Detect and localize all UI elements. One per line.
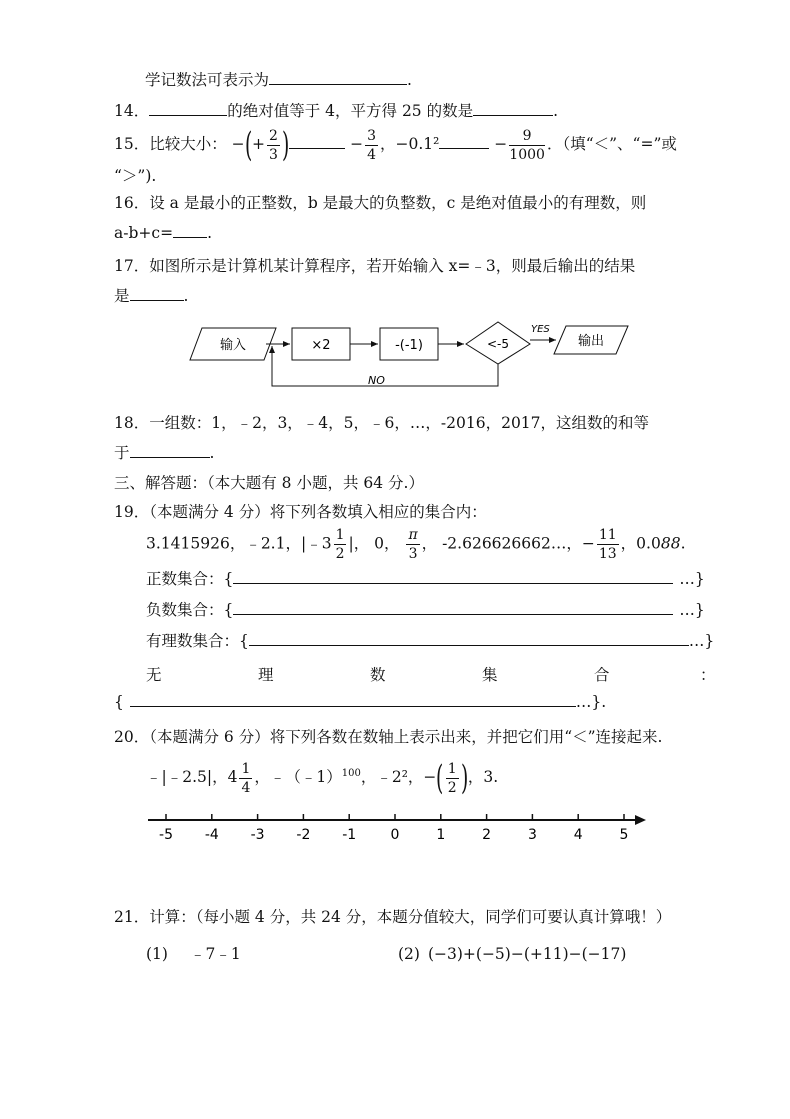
question-14 xyxy=(114,101,558,121)
number-line-ticks xyxy=(159,814,628,843)
q19-set-irrational xyxy=(114,692,606,712)
q15-frac1-num: 2 xyxy=(268,127,278,144)
tick-label: 1 xyxy=(436,827,446,843)
q17-prefix: 是 xyxy=(114,287,130,305)
tick-label: -5 xyxy=(159,827,173,843)
q20-exponent: 100 xyxy=(341,768,361,779)
q15-sep: ， xyxy=(379,135,396,153)
irr-char-3: 数 xyxy=(370,666,386,684)
q21-p1-expr: ﹣7﹣1 xyxy=(189,945,241,963)
q14-text: 的绝对值等于 4，平方得 25 的数是 xyxy=(227,102,474,120)
q13-tail xyxy=(145,70,412,90)
q20-n3-end: ，﹣2²，− xyxy=(360,768,437,787)
q16-end: . xyxy=(207,224,212,242)
q19-set-rational xyxy=(146,631,714,651)
q17-line2 xyxy=(114,286,188,306)
q20-n5: ，3. xyxy=(467,768,499,787)
q20-left-paren: ( xyxy=(436,758,444,799)
q13-end: . xyxy=(407,71,412,89)
flow-yes-label: YES xyxy=(531,324,550,335)
q19-set-negative-end: …} xyxy=(679,601,705,619)
q19-repeating-digits: 88 xyxy=(660,534,681,553)
q18-line2 xyxy=(114,443,214,463)
q15-e1-sign: − xyxy=(231,135,245,153)
q15-frac3-num: 9 xyxy=(509,127,545,146)
q19-set-negative-label: 负数集合：{ xyxy=(146,601,234,619)
q20-frac1-den: 4 xyxy=(241,779,251,796)
q19-n5: ，0.0 xyxy=(620,534,661,553)
q19-frac1-den: 2 xyxy=(335,546,345,562)
tick-label: 4 xyxy=(573,827,583,843)
tick-label: -3 xyxy=(250,827,265,843)
q15-e3: −0.1² xyxy=(395,135,440,153)
q21-p1-label: (1) xyxy=(146,945,168,963)
q20-frac2-den: 2 xyxy=(447,779,457,796)
q19-n4: ， -2.626626662…，− xyxy=(421,534,595,553)
flowchart xyxy=(180,316,640,396)
flow-no-label: NO xyxy=(368,374,385,387)
q19-n1: 3.1415926，﹣2.1，|﹣3 xyxy=(146,534,332,553)
q14-blank-2[interactable] xyxy=(473,101,553,116)
q19-set-positive xyxy=(146,569,705,589)
q19-set-rational-label: 有理数集合：{ xyxy=(146,632,249,650)
q15-frac-3-4 xyxy=(365,127,378,164)
q15-left-paren: ( xyxy=(244,125,252,165)
q17-line1: 17．如图所示是计算机某计算程序，若开始输入 x=﹣3，则最后输出的结果 xyxy=(114,257,636,275)
q15-blank-1[interactable] xyxy=(289,134,345,149)
q15-frac2-num: 3 xyxy=(367,127,376,144)
q19-set-negative xyxy=(146,600,705,620)
irr-char-4: 集 xyxy=(482,666,498,684)
tick-label: -1 xyxy=(342,827,357,843)
irr-char-6: ： xyxy=(700,666,716,684)
flow-output-text: 输出 xyxy=(577,334,605,349)
q20-n3: ，﹣（﹣1） xyxy=(254,768,342,787)
q15-blank-2[interactable] xyxy=(439,134,489,149)
q19-set-negative-blank[interactable] xyxy=(233,600,673,615)
q19-numbers xyxy=(146,526,686,562)
q19-set-positive-label: 正数集合：{ xyxy=(146,570,234,588)
q20-frac1-num: 1 xyxy=(241,760,251,777)
q15-tail: ．（填“＜”、“=”或 xyxy=(546,135,677,153)
q14-blank-1[interactable] xyxy=(149,101,227,116)
q20-frac-1-4 xyxy=(239,760,252,797)
q19-frac1-num: 1 xyxy=(335,527,345,543)
q19-set-positive-end: …} xyxy=(679,570,705,588)
q21-title: 21．计算：（每小题 4 分，共 24 分，本题分值较大，同学们可要认真计算哦！） xyxy=(114,908,672,926)
irr-char-1: 无 xyxy=(146,666,162,684)
tick-label: 5 xyxy=(619,827,629,843)
q19-frac-pi-3 xyxy=(406,526,419,563)
q20-frac-1-2 xyxy=(446,760,459,797)
q21-p2-label: (2) xyxy=(398,945,420,963)
q15-right-paren: ) xyxy=(281,125,290,165)
q19-set-irrational-end: …}. xyxy=(575,693,607,711)
q18-line1: 18．一组数：1，﹣2，3，﹣4，5，﹣6，…，-2016，2017，这组数的和等 xyxy=(114,414,650,432)
number-line[interactable] xyxy=(140,808,660,853)
q19-n5-end: . xyxy=(680,534,686,553)
tick-label: -2 xyxy=(296,827,311,843)
q21-part1 xyxy=(146,944,241,964)
q16-expr: a-b+c= xyxy=(114,224,174,242)
q16-blank[interactable] xyxy=(173,223,207,238)
q14-number: 14． xyxy=(114,102,150,120)
q13-text: 学记数法可表示为 xyxy=(145,71,270,89)
q15-frac-9-1000 xyxy=(509,127,545,164)
q15-frac2-den: 4 xyxy=(367,146,376,163)
q20-frac2-num: 1 xyxy=(447,760,457,777)
number-line-arrowhead xyxy=(635,815,646,825)
q16-line2 xyxy=(114,223,212,243)
q16-line1: 16．设 a 是最小的正整数，b 是最大的负整数，c 是绝对值最小的有理数，则 xyxy=(114,194,647,212)
q18-blank[interactable] xyxy=(130,443,210,458)
q15-e1-inner-sign: + xyxy=(251,135,265,153)
q13-answer-blank[interactable] xyxy=(269,70,407,85)
question-15 xyxy=(114,126,677,164)
q19-pi-den: 3 xyxy=(408,546,418,562)
q20-title: 20．（本题满分 6 分）将下列各数在数轴上表示出来，并把它们用“＜”连接起来. xyxy=(114,728,663,746)
q15-e2-sign: − xyxy=(350,135,364,153)
q19-set-irrational-blank[interactable] xyxy=(130,692,576,707)
flow-step2-text: -(-1) xyxy=(395,338,423,353)
q17-blank[interactable] xyxy=(130,286,184,301)
q18-end: . xyxy=(209,444,215,462)
q19-set-irrational-open: { xyxy=(114,693,124,711)
q19-frac-1-2 xyxy=(334,526,347,563)
flow-input-text: 输入 xyxy=(219,338,247,353)
q20-n1: ﹣|﹣2.5|，4 xyxy=(146,768,238,787)
q15-frac1-den: 3 xyxy=(268,146,278,163)
q17-end: . xyxy=(183,287,189,305)
tick-label: 0 xyxy=(390,827,400,843)
q19-frac-11-13 xyxy=(597,526,619,563)
irr-char-2: 理 xyxy=(258,666,274,684)
q21-part2 xyxy=(398,944,626,964)
q19-n3: |， 0， xyxy=(348,534,400,553)
q19-frac2-den: 13 xyxy=(598,546,617,562)
q19-set-rational-end: …} xyxy=(688,632,715,650)
tick-label: 3 xyxy=(527,827,537,843)
q19-pi-num: π xyxy=(408,527,418,543)
q15-frac-2-3 xyxy=(267,127,280,164)
q15-number: 15．比较大小： xyxy=(114,135,227,153)
q19-title: 19．（本题满分 4 分）将下列各数填入相应的集合内： xyxy=(114,503,487,521)
irr-char-5: 合 xyxy=(594,666,610,684)
q20-right-paren: ) xyxy=(460,758,468,799)
flow-step1-text: ×2 xyxy=(311,338,331,353)
q14-end: . xyxy=(553,102,559,120)
q19-set-rational-blank[interactable] xyxy=(249,631,689,646)
tick-label: 2 xyxy=(482,827,492,843)
tick-label: -4 xyxy=(204,827,219,843)
flow-cond-text: <-5 xyxy=(486,337,510,351)
q19-frac2-num: 11 xyxy=(598,527,617,543)
q19-set-positive-blank[interactable] xyxy=(233,569,673,584)
q15-e4-sign: − xyxy=(494,135,508,153)
q15-tail-line2: “＞”). xyxy=(114,167,157,185)
q15-frac3-den: 1000 xyxy=(509,146,545,163)
q21-p2-expr: (−3)+(−5)−(+11)−(−17) xyxy=(427,945,627,963)
section-3-title: 三、解答题：（本大题有 8 小题，共 64 分.） xyxy=(114,474,424,492)
q20-numbers xyxy=(146,756,499,799)
q18-prefix: 于 xyxy=(114,444,130,462)
